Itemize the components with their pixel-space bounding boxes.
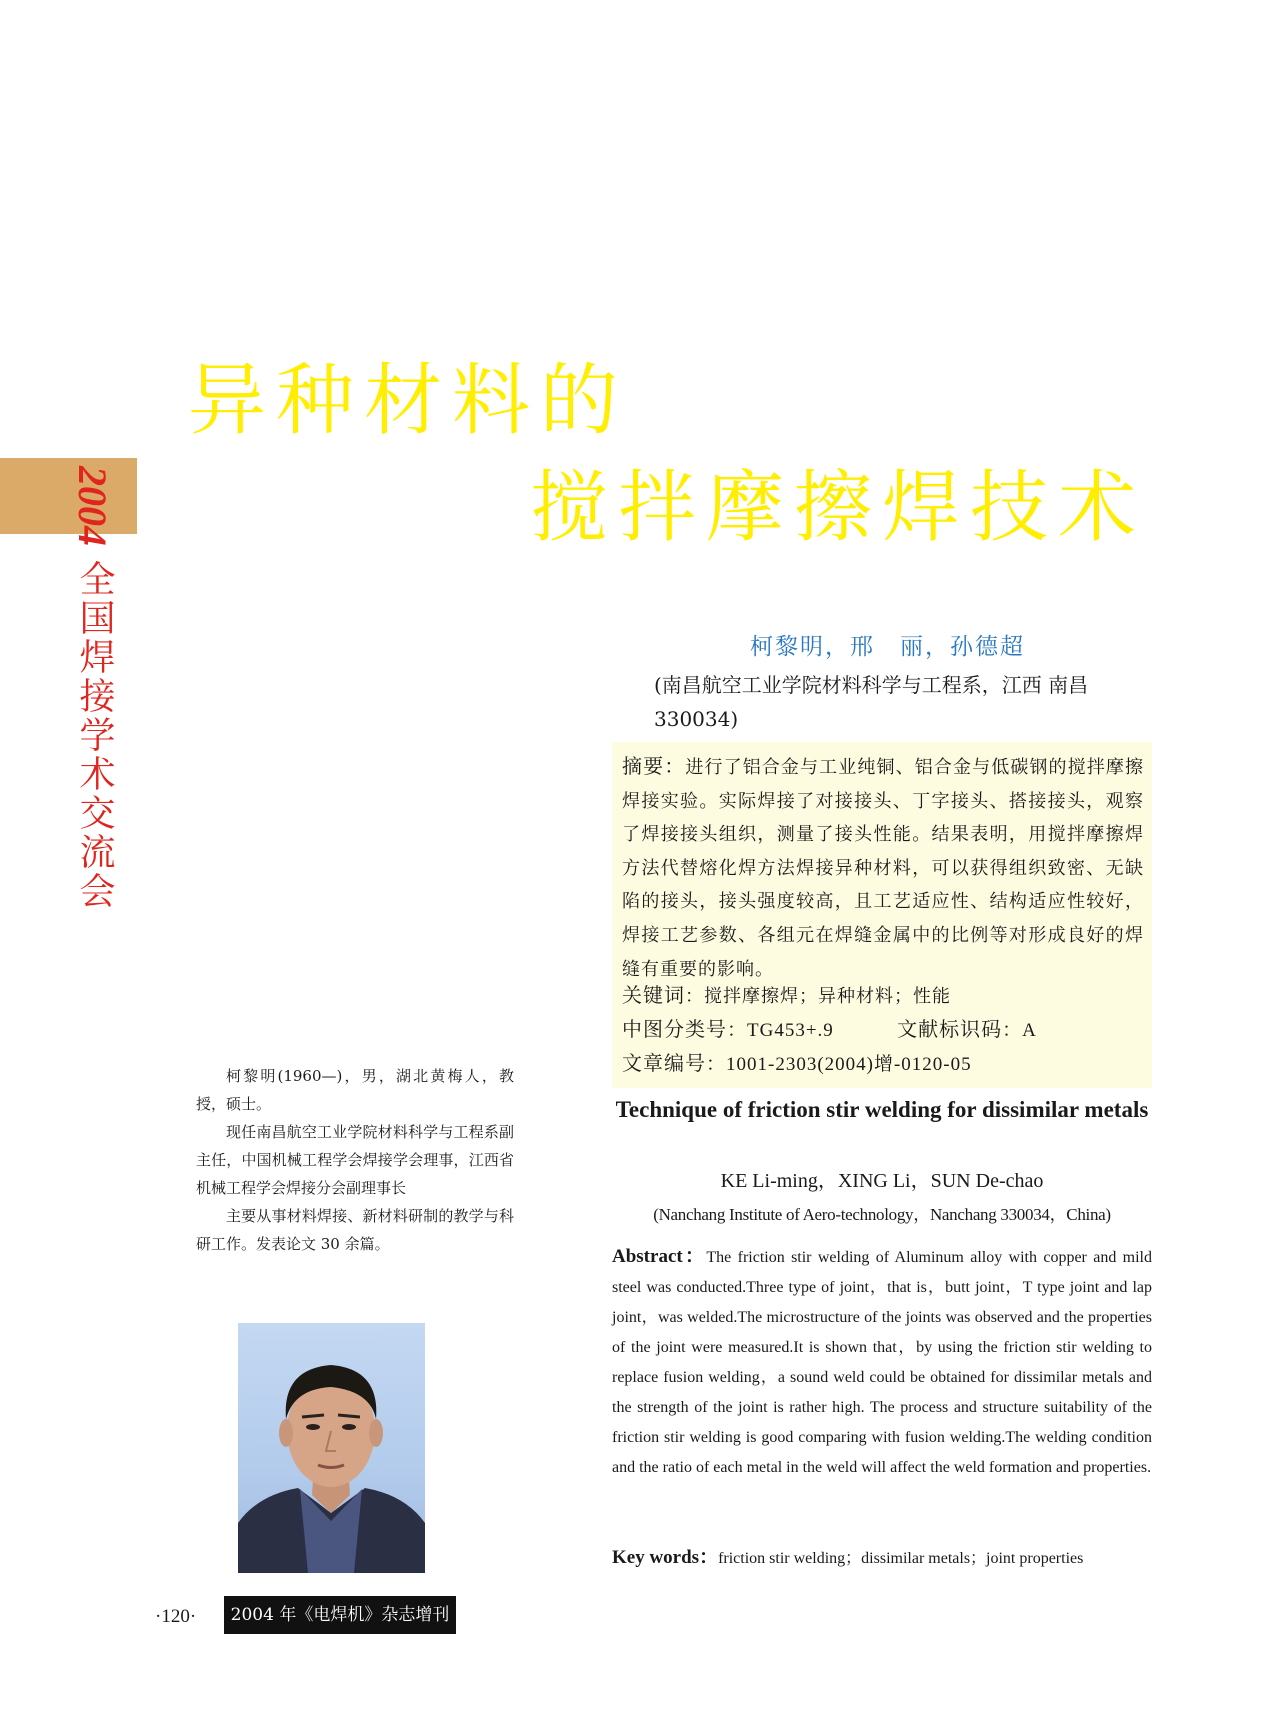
title-line-1: 异种材料的 <box>188 356 629 446</box>
author-bio <box>196 1062 514 1258</box>
bio-paragraph-1: 柯黎明(1960—)，男，湖北黄梅人，教授，硕士。 <box>196 1067 514 1113</box>
keywords-cn <box>622 979 951 1008</box>
abstract-cn-label: 摘要： <box>622 754 686 778</box>
sidebar-year: 2004 <box>70 466 115 546</box>
english-abstract-text: The friction stir welding of Aluminum alloy with copper and mild steel was conducted.Three type of joint，that is，butt joint，T type joint and lap joint，was welded.The microstructure of the joints was observed and the properties of the joint were measured.It is shown that，by using the friction stir welding to replace fusion welding，a sound weld could be obtained for dissimilar metals and the strength of the joint is rather high. The process and structure suitability of the friction stir welding is good comparing with fusion welding.The welding condition and the ratio of each metal in the weld will affect the weld formation and properties. <box>612 1249 1153 1476</box>
classification-row <box>622 1013 1037 1042</box>
keywords-cn-label: 关键词 <box>622 983 685 1007</box>
page-number: ·120· <box>155 1606 197 1627</box>
authors-cn: 柯黎明，邢 丽，孙德超 <box>750 634 1025 660</box>
bio-paragraph-2: 现任南昌航空工业学院材料科学与工程系副主任，中国机械工程学会焊接学会理事，江西省机械工程学会焊接分会副理事长 <box>196 1123 514 1197</box>
english-keywords-label: Key words： <box>612 1547 719 1568</box>
doc-code-label: 文献标识码 <box>897 1017 1003 1041</box>
bio-paragraph-3: 主要从事材料焊接、新材料研制的教学与科研工作。发表论文 30 余篇。 <box>196 1207 514 1253</box>
journal-footer: 2004 年《电焊机》杂志增刊 <box>224 1596 456 1634</box>
english-title: Technique of friction stir welding for dissimilar metals <box>615 1097 1149 1122</box>
english-abstract-label: Abstract： <box>612 1246 707 1267</box>
title-line-2: 搅拌摩擦焊技术 <box>530 463 1147 553</box>
classification-label: 中图分类号 <box>622 1017 727 1041</box>
doc-code-value: ：A <box>1002 1020 1037 1041</box>
classification-value: ：TG453+.9 <box>727 1020 834 1041</box>
affiliation-cn: (南昌航空工业学院材料科学与工程系，江西 南昌 330034) <box>654 673 1089 731</box>
english-abstract <box>612 1242 1152 1483</box>
author-portrait-icon <box>238 1323 425 1573</box>
english-affiliation: (Nanchang Institute of Aero-technology，Nanchang 330034，China) <box>653 1205 1111 1224</box>
article-number-value: ：1001-2303(2004)增-0120-05 <box>706 1054 972 1075</box>
author-photo <box>238 1323 425 1573</box>
article-number-label: 文章编号 <box>622 1051 706 1075</box>
english-authors: KE Li-ming，XING Li，SUN De-chao <box>720 1170 1044 1192</box>
abstract-cn <box>622 750 1144 986</box>
abstract-cn-text: 进行了铝合金与工业纯铜、铝合金与低碳钢的搅拌摩擦焊接实验。实际焊接了对接接头、丁字接头、搭接接头，观察了焊接接头组织，测量了接头性能。结果表明，用搅拌摩擦焊方法代替熔化焊方法焊接异种材料，可以获得组织致密、无缺陷的接头，接头强度较高，且工艺适应性、结构适应性较好，焊接工艺参数、各组元在焊缝金属中的比例等对形成良好的焊缝有重要的影响。 <box>622 757 1145 980</box>
sidebar-conference-text: 全国焊接学术交流会 <box>74 560 115 911</box>
keywords-cn-text: ：搅拌摩擦焊；异种材料；性能 <box>685 986 951 1007</box>
english-keywords <box>612 1542 1152 1569</box>
english-keywords-text: friction stir welding；dissimilar metals；joint properties <box>718 1550 1084 1567</box>
sidebar-tab <box>0 458 137 534</box>
article-number-row <box>622 1047 972 1076</box>
